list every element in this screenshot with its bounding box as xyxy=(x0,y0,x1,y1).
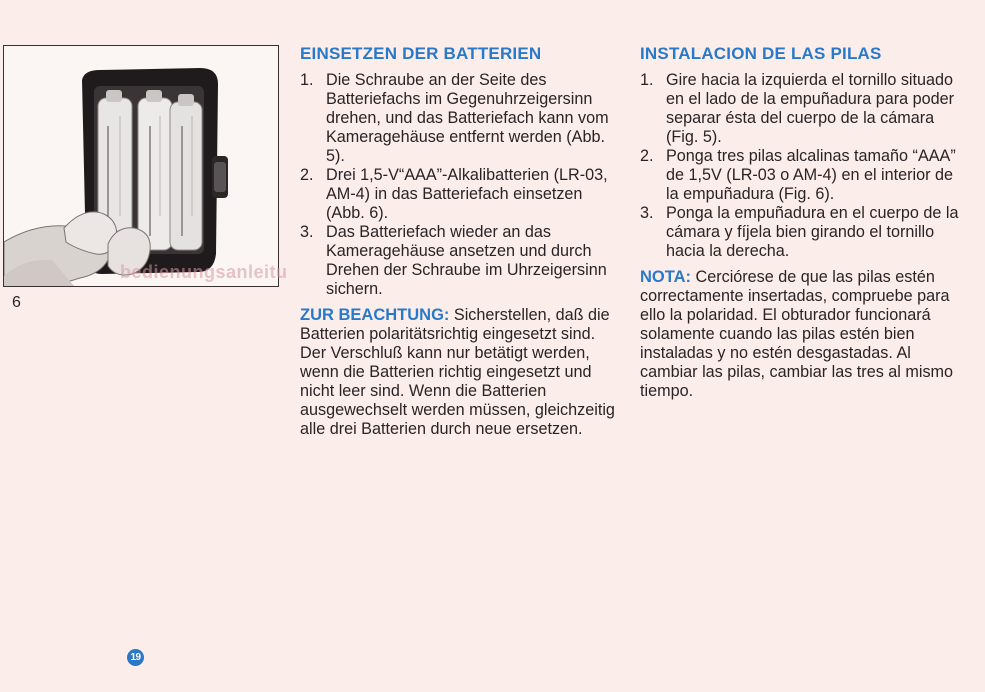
german-heading: EINSETZEN DER BATTERIEN xyxy=(300,44,542,63)
german-note-text: Sicherstellen, daß die Batterien polaritätsrichtig eingesetzt sind. Der Verschluß kann nur betätigt werden, wenn die Batterien richtig eingesetzt und nicht leer sind. Wenn die Batterien ausgewechselt werden müssen, gleichzeitig alle drei Batterien durch neue ersetzen. xyxy=(300,306,615,438)
spanish-heading: INSTALACION DE LAS PILAS xyxy=(640,44,882,63)
german-step xyxy=(300,223,620,299)
step-number: 3. xyxy=(640,204,654,222)
step-number: 1. xyxy=(300,71,314,89)
spanish-note-text: Cerciórese de que las pilas estén correctamente insertadas, compruebe para ello la polaridad. El obturador funcionará solamente cuando las pilas estén bien instaladas y no estén desgastadas. Al cambiar las pilas, cambiar las tres al mismo tiempo. xyxy=(640,268,954,400)
battery-holder-figure xyxy=(3,45,279,287)
step-text: Drei 1,5-V“AAA”-Alkalibatterien (LR-03, AM-4) in das Batteriefach einsetzen (Abb. 6). xyxy=(326,166,608,222)
german-column xyxy=(300,44,620,439)
battery-holder-illustration-icon xyxy=(4,46,278,286)
german-step xyxy=(300,71,620,166)
step-text: Ponga tres pilas alcalinas tamaño “AAA” de 1,5V (LR-03 o AM-4) en el interior de la empuñadura (Fig. 6). xyxy=(666,147,956,203)
spanish-step xyxy=(640,71,960,147)
spanish-steps xyxy=(640,71,960,261)
step-text: Die Schraube an der Seite des Batteriefachs im Gegenuhrzeigersinn drehen, und das Batteriefach kann vom Kameragehäuse entfernt werden (Abb. 5). xyxy=(326,71,609,165)
page-number-badge: 19 xyxy=(127,649,144,666)
step-number: 3. xyxy=(300,223,314,241)
step-text: Das Batteriefach wieder an das Kameragehäuse ansetzen und durch Drehen der Schraube im Uhrzeigersinn sichern. xyxy=(326,223,607,298)
step-number: 1. xyxy=(640,71,654,89)
german-step xyxy=(300,166,620,223)
german-note-label: ZUR BEACHTUNG: xyxy=(300,306,450,324)
step-text: Ponga la empuñadura en el cuerpo de la cámara y fíjela bien girando el tornillo hacia la derecha. xyxy=(666,204,959,260)
spanish-column xyxy=(640,44,960,401)
figure-label: 6 xyxy=(12,294,21,311)
step-text: Gire hacia la izquierda el tornillo situado en el lado de la empuñadura para poder separar ésta del cuerpo de la cámara (Fig. 5). xyxy=(666,71,954,146)
spanish-step xyxy=(640,204,960,261)
spanish-note-label: NOTA: xyxy=(640,268,692,286)
german-steps xyxy=(300,71,620,299)
step-number: 2. xyxy=(640,147,654,165)
step-number: 2. xyxy=(300,166,314,184)
spanish-note xyxy=(640,268,960,401)
german-note xyxy=(300,306,620,439)
watermark: bedienungsanleitu xyxy=(120,262,288,282)
spanish-step xyxy=(640,147,960,204)
